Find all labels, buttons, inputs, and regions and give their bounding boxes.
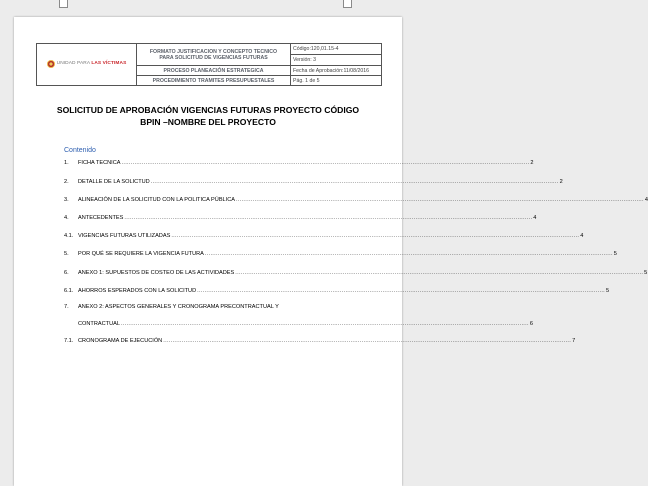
toc-leader: ............................................................................................................................................................................................................................: [121, 160, 530, 166]
toc-entry-page: 7: [572, 338, 576, 344]
document-title: SOLICITUD DE APROBACIÓN VIGENCIAS FUTURAS PROYECTO CÓDIGO BPIN –NOMBRE DEL PROYECTO: [56, 105, 360, 127]
toc-entry-page: 2: [530, 160, 534, 166]
toc-entry-number: 1.: [64, 160, 69, 166]
toc-entry-number: 6.: [64, 270, 69, 276]
toc-entry-text: ANTECEDENTES: [78, 215, 124, 221]
toc-entry[interactable]: [64, 248, 617, 257]
toc-entry-page: 2: [559, 179, 563, 185]
toc-entry[interactable]: [64, 212, 537, 221]
logo-cell: [37, 44, 137, 86]
header-table: [36, 43, 382, 86]
toc-leader: ............................................................................................................................................................................................................................: [171, 233, 580, 239]
toc-entry[interactable]: [64, 194, 648, 203]
approval-date: Fecha de Aprobación:11/08/2016: [291, 66, 382, 76]
toc-entry-page: 4: [533, 215, 537, 221]
toc-entry-page: 5: [613, 251, 617, 257]
toc-entry-text: CRONOGRAMA DE EJECUCIÓN: [78, 338, 163, 344]
toc-leader: ............................................................................................................................................................................................................................: [204, 251, 613, 257]
toc-entry-text: ALINEACIÓN DE LA SOLICITUD CON LA POLITICA PÚBLICA: [78, 197, 235, 203]
toc-entry-text: AHORROS ESPERADOS CON LA SOLICITUD: [78, 288, 197, 294]
toc-entry-number: 3.: [64, 197, 69, 203]
logo-text: UNIDAD PARA LAS VÍCTIMAS: [56, 60, 127, 66]
toc-entry[interactable]: [64, 301, 348, 310]
toc-entry[interactable]: [64, 267, 648, 276]
toc-entry-page: 5: [606, 288, 610, 294]
colombia-seal-icon: [47, 60, 55, 68]
page-counter: Pág. 1 de 5: [291, 76, 382, 86]
toc-entry-text: DETALLE DE LA SOLICTUD: [78, 179, 150, 185]
toc-entry-number: 6.1.: [64, 288, 74, 294]
ruler-marker-left: [59, 0, 68, 8]
procedure-name: PROCEDIMIENTO TRAMITES PRESUPUESTALES: [137, 76, 291, 86]
toc-entry-number: 2.: [64, 179, 69, 185]
toc-entry-text: FICHA TECNICA: [78, 160, 121, 166]
toc-entry[interactable]: [64, 285, 610, 294]
toc-entry[interactable]: [64, 335, 576, 344]
toc-entry-page: 5: [644, 270, 648, 276]
toc-entry-page: 4: [580, 233, 584, 239]
toc-entry-text-cont: CONTRACTUAL: [78, 321, 120, 327]
toc-entry-text: ANEXO 1: SUPUESTOS DE COSTEO DE LAS ACTIVIDADES: [78, 270, 235, 276]
toc-entry[interactable]: [64, 176, 563, 185]
toc-heading: Contenido: [64, 147, 96, 154]
ruler-marker-right: [343, 0, 352, 8]
toc-entry-text: ANEXO 2: ASPECTOS GENERALES Y CRONOGRAMA PRECONTRACTUAL Y: [78, 304, 279, 310]
toc-leader: ............................................................................................................................................................................................................................: [124, 215, 533, 221]
toc-entry-page: 4: [644, 197, 648, 203]
toc-leader: ............................................................................................................................................................................................................................: [163, 338, 572, 344]
toc-entry-text: POR QUÉ SE REQUIERE LA VIGENCIA FUTURA: [78, 251, 204, 257]
toc-leader: ............................................................................................................................................................................................................................: [197, 288, 606, 294]
toc-entry-continuation[interactable]: [78, 318, 533, 327]
toc-entry-page: 6: [529, 321, 533, 327]
toc-entry[interactable]: [64, 230, 584, 239]
form-code: Código:120,01.15-4: [291, 44, 382, 55]
toc-entry-number: 7.: [64, 304, 69, 310]
toc-entry-number: 7.1.: [64, 338, 74, 344]
process-name: PROCESO PLANEACIÓN ESTRATEGICA: [137, 66, 291, 76]
toc-entry-number: 4.1.: [64, 233, 74, 239]
toc-leader: ............................................................................................................................................................................................................................: [150, 179, 559, 185]
toc-entry-text: VIGENCIAS FUTURAS UTILIZADAS: [78, 233, 171, 239]
toc-entry-number: 4.: [64, 215, 69, 221]
toc-leader: ............................................................................................................................................................................................................................: [120, 321, 529, 327]
toc-leader: ............................................................................................................................................................................................................................: [235, 270, 644, 276]
unidad-victimas-logo: [47, 60, 127, 68]
toc-entry-number: 5.: [64, 251, 69, 257]
form-title: FORMATO JUSTIFICACION Y CONCEPTO TECNICO PARA SOLICITUD DE VIGENCIAS FUTURAS: [137, 44, 291, 66]
toc-entry[interactable]: [64, 157, 534, 166]
document-page[interactable]: [14, 17, 648, 486]
form-version: Versión: 3: [291, 55, 382, 66]
toc-leader: ............................................................................................................................................................................................................................: [235, 197, 644, 203]
